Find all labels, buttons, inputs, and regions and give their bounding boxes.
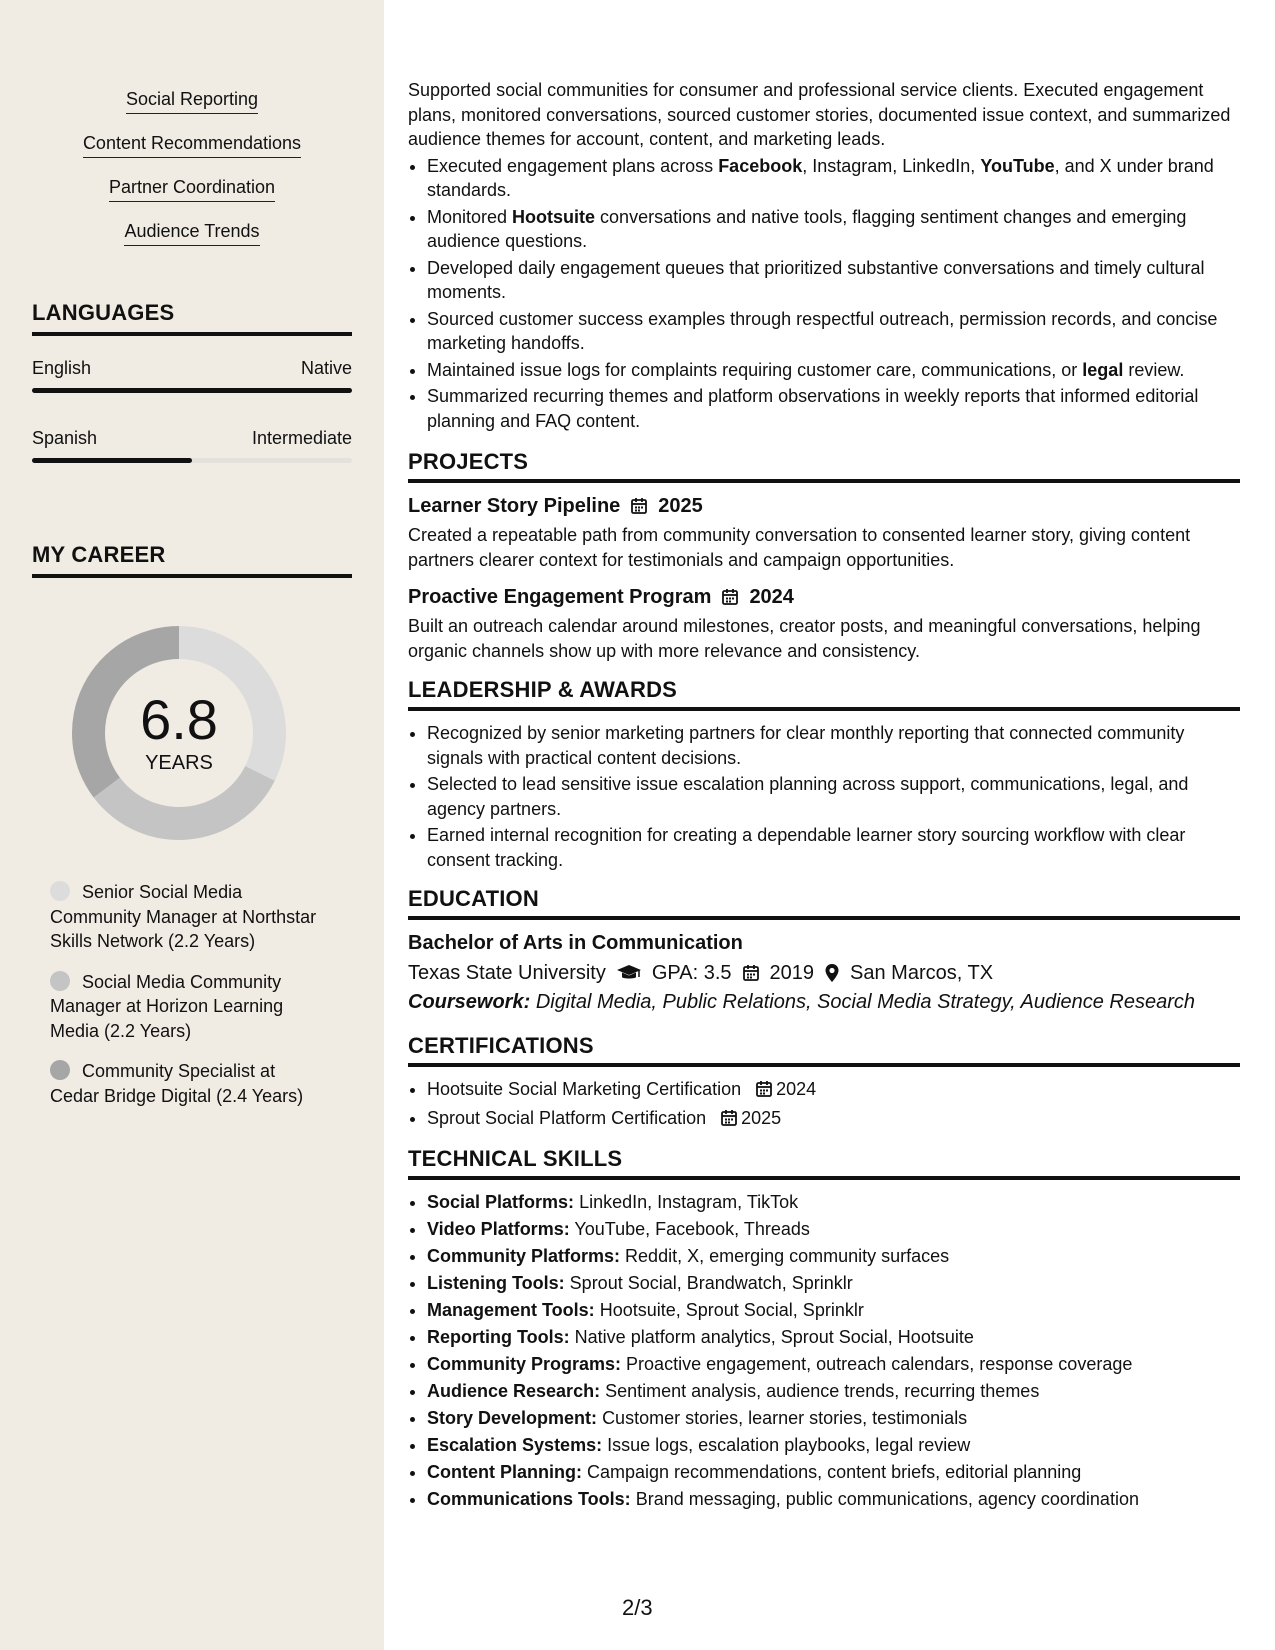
project-description: Created a repeatable path from community conversation to consented learner story, giving content partners clearer context for testimonials and campaign opportunities.: [408, 525, 1191, 570]
leadership-item: • Selected to lead sensitive issue escalation planning across support, communications, legal, and agency partners.: [427, 772, 1240, 821]
coursework-list: Digital Media, Public Relations, Social Media Strategy, Audience Research: [535, 991, 1196, 1013]
certification-item: [427, 1077, 1240, 1102]
technical-skill-item: • Community Programs: Proactive engagement, outreach calendars, response coverage: [427, 1352, 1240, 1377]
language-bar-fill: [32, 388, 352, 393]
language-bar-fill: [32, 458, 192, 463]
skill-tag: Social Reporting: [126, 88, 258, 114]
legend-dot-icon: [50, 881, 70, 901]
certification-name: • Hootsuite Social Marketing Certification: [427, 1079, 742, 1099]
career-item-text: Community Specialist at Cedar Bridge Digital (2.4 Years): [50, 1061, 304, 1106]
experience-bullet: • Maintained issue logs for complaints requiring customer care, communications, or legal review.: [427, 358, 1240, 383]
language-bar: [32, 388, 352, 393]
project-item: [408, 584, 1240, 663]
experience-bullet: • Summarized recurring themes and platform observations in weekly reports that informed editorial planning and FAQ content.: [427, 384, 1240, 433]
technical-skill-item: • Video Platforms: YouTube, Facebook, Threads: [427, 1217, 1240, 1242]
technical-skill-item: • Community Platforms: Reddit, X, emerging community surfaces: [427, 1244, 1240, 1269]
coursework-label: Coursework:: [408, 991, 531, 1013]
experience-intro: Supported social communities for consumer and professional service clients. Executed engagement plans, monitored conversations, sourced customer stories, documented issue context, and summarized audience themes for account, content, and marketing leads.: [408, 80, 1231, 149]
project-title: Proactive Engagement Program: [408, 586, 712, 608]
calendar-icon: [720, 1109, 738, 1127]
leadership-item: • Earned internal recognition for creating a dependable learner story sourcing workflow with clear consent tracking.: [427, 823, 1240, 872]
skill-tag: Audience Trends: [124, 220, 259, 246]
experience-bullets: [408, 154, 1240, 434]
calendar-icon: [721, 588, 739, 606]
school-location: San Marcos, TX: [850, 962, 994, 984]
technical-skills-heading: TECHNICAL SKILLS: [408, 1146, 1240, 1180]
language-spanish: [32, 426, 352, 463]
leadership-list: [408, 721, 1240, 872]
project-year: 2025: [658, 495, 703, 517]
technical-skill-item: • Social Platforms: LinkedIn, Instagram, TikTok: [427, 1190, 1240, 1215]
certification-name: • Sprout Social Platform Certification: [427, 1107, 707, 1128]
leadership-item: • Recognized by senior marketing partners for clear monthly reporting that connected community signals with practical content decisions.: [427, 721, 1240, 770]
projects-heading: PROJECTS: [408, 449, 1240, 483]
language-name: Spanish: [32, 428, 98, 448]
language-name: English: [32, 358, 92, 378]
leadership-heading: LEADERSHIP & AWARDS: [408, 677, 1240, 711]
project-description: Built an outreach calendar around milestones, creator posts, and meaningful conversations, helping organic channels show up with more relevance and consistency.: [408, 616, 1201, 661]
career-donut-chart: [66, 620, 292, 846]
career-legend-item: [50, 970, 320, 1044]
technical-skill-item: • Listening Tools: Sprout Social, Brandwatch, Sprinklr: [427, 1271, 1240, 1296]
technical-skill-item: • Reporting Tools: Native platform analytics, Sprout Social, Hootsuite: [427, 1325, 1240, 1350]
career-legend-item: [50, 1059, 320, 1108]
gpa: GPA: 3.5: [651, 962, 732, 984]
technical-skill-item: • Communications Tools: Brand messaging, public communications, agency coordination: [427, 1487, 1240, 1512]
technical-skill-item: • Management Tools: Hootsuite, Sprout Social, Sprinklr: [427, 1298, 1240, 1323]
graduation-cap-icon: [616, 964, 642, 982]
career-item-text: Social Media Community Manager at Horizon Learning Media (2.2 Years): [50, 971, 284, 1041]
career-legend-item: [50, 880, 320, 954]
main-content: [408, 0, 1240, 1650]
certification-year: 2025: [741, 1107, 782, 1128]
certifications-list: [408, 1077, 1240, 1130]
calendar-icon: [755, 1080, 773, 1098]
skill-tags: [0, 88, 384, 264]
certification-item: [427, 1106, 1240, 1131]
language-level: Native: [300, 358, 352, 378]
sidebar: [0, 0, 384, 1650]
calendar-icon: [630, 497, 648, 515]
experience-bullet: • Developed daily engagement queues that prioritized substantive conversations and timely cultural moments.: [427, 256, 1240, 305]
career-unit: YEARS: [145, 752, 213, 774]
technical-skill-item: • Content Planning: Campaign recommendations, content briefs, editorial planning: [427, 1460, 1240, 1485]
career-heading: MY CAREER: [32, 542, 352, 578]
language-bar: [32, 458, 352, 463]
graduation-year: 2019: [769, 962, 815, 984]
education-details: [408, 959, 1240, 987]
legend-dot-icon: [50, 971, 70, 991]
experience-bullet: • Monitored Hootsuite conversations and native tools, flagging sentiment changes and emerging audience questions.: [427, 205, 1240, 254]
degree-title: Bachelor of Arts in Communication: [408, 932, 743, 954]
experience-bullet: • Sourced customer success examples through respectful outreach, permission records, and concise marketing handoffs.: [427, 307, 1240, 356]
career-legend: [50, 880, 320, 1124]
career-total-years: 6.8: [140, 688, 218, 751]
technical-skill-item: • Escalation Systems: Issue logs, escalation playbooks, legal review: [427, 1433, 1240, 1458]
technical-skill-item: • Audience Research: Sentiment analysis, audience trends, recurring themes: [427, 1379, 1240, 1404]
calendar-icon: [742, 964, 760, 982]
languages-heading: LANGUAGES: [32, 300, 352, 336]
career-donut-segment-1: [94, 766, 275, 840]
skill-tag: Partner Coordination: [109, 176, 275, 202]
location-pin-icon: [824, 963, 840, 983]
experience-block: [408, 78, 1240, 1514]
legend-dot-icon: [50, 1060, 70, 1080]
page-number: 2/3: [622, 1595, 653, 1620]
skill-tag: Content Recommendations: [83, 132, 301, 158]
school-name: Texas State University: [408, 962, 606, 984]
language-english: [32, 356, 352, 393]
project-year: 2024: [749, 586, 794, 608]
coursework: [408, 987, 1240, 1017]
language-level: Intermediate: [251, 428, 352, 448]
experience-bullet: • Executed engagement plans across Facebook, Instagram, LinkedIn, YouTube, and X under brand standards.: [427, 154, 1240, 203]
certifications-heading: CERTIFICATIONS: [408, 1033, 1240, 1067]
education-heading: EDUCATION: [408, 886, 1240, 920]
project-item: [408, 493, 1240, 572]
technical-skill-item: • Story Development: Customer stories, learner stories, testimonials: [427, 1406, 1240, 1431]
career-item-text: Senior Social Media Community Manager at Northstar Skills Network (2.2 Years): [50, 882, 317, 951]
certification-year: 2024: [776, 1079, 817, 1099]
project-title: Learner Story Pipeline: [408, 495, 621, 517]
technical-skills-list: [408, 1190, 1240, 1512]
